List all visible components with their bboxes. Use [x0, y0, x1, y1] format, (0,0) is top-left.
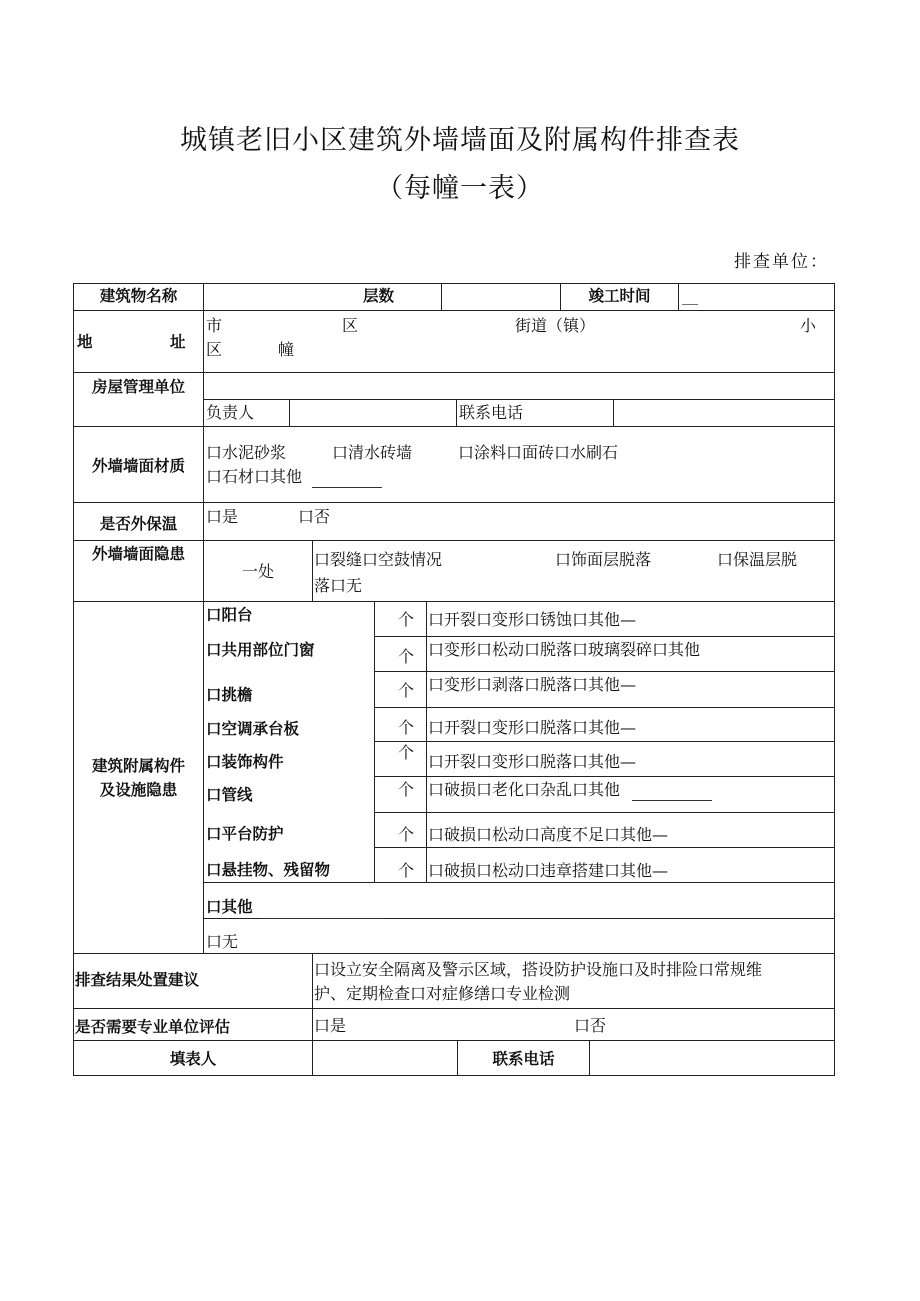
floors-field[interactable]: [442, 284, 560, 310]
floors-label: 层数: [363, 287, 395, 305]
evaluation-label: 是否需要专业单位评估: [75, 1018, 231, 1036]
component-unit: 个: [398, 743, 415, 762]
component-hanging-objects[interactable]: 口悬挂物、残留物: [206, 861, 331, 879]
component-unit: 个: [398, 681, 415, 700]
component-unit: 个: [398, 718, 415, 737]
material-option-cement[interactable]: 口水泥砂浆: [206, 443, 287, 462]
inspection-unit-label: 排查单位：: [734, 252, 829, 272]
components-label-line1: 建筑附属构件: [91, 757, 185, 775]
insulation-yes[interactable]: 口是: [206, 507, 239, 526]
hazard-option-finish[interactable]: 口饰面层脱落: [555, 550, 652, 569]
component-options[interactable]: 口破损口松动口违章搭建口其他—: [428, 861, 669, 880]
suggestion-options-line2[interactable]: 护、定期检查口对症修缮口专业检测: [314, 984, 571, 1003]
component-options[interactable]: 口开裂口变形口脱落口其他—: [428, 718, 637, 737]
component-options[interactable]: 口破损口老化口杂乱口其他: [428, 778, 712, 801]
wall-hazard-label: 外墙墙面隐患: [91, 545, 185, 563]
hazard-option-crack[interactable]: 口裂缝口空鼓情况: [314, 550, 443, 569]
component-other[interactable]: 口其他: [206, 896, 383, 919]
component-eaves[interactable]: 口挑檐: [206, 686, 253, 704]
person-in-charge-field[interactable]: [290, 400, 456, 426]
wall-material-label: 外墙墙面材质: [91, 457, 185, 475]
component-none[interactable]: 口无: [206, 932, 239, 951]
component-balcony[interactable]: 口阳台: [206, 606, 253, 624]
suggestion-options-line1[interactable]: 口设立安全隔离及警示区域，搭设防护设施口及时排险口常规维: [314, 960, 763, 979]
components-label-line2: 及设施隐患: [99, 781, 178, 799]
filler-label: 填表人: [169, 1050, 217, 1068]
component-unit: 个: [398, 647, 415, 666]
component-platform-guard[interactable]: 口平台防护: [206, 825, 284, 843]
material-option-paint-tile[interactable]: 口涂料口面砖口水刷石: [458, 443, 619, 462]
address-city: 市: [206, 316, 223, 335]
completion-time-label: 竣工时间: [588, 287, 651, 305]
component-options[interactable]: 口破损口松动口高度不足口其他—: [428, 825, 669, 844]
component-options[interactable]: 口变形口剥落口脱落口其他—: [428, 675, 637, 694]
person-in-charge-label: 负责人: [206, 403, 255, 422]
component-doors-windows[interactable]: 口共用部位门窗: [206, 641, 315, 659]
hazard-option-insulation[interactable]: 口保温层脱: [717, 550, 798, 569]
component-unit: 个: [398, 610, 415, 629]
address-district: 区: [342, 316, 359, 335]
filler-field[interactable]: [313, 1041, 457, 1075]
filler-phone-field[interactable]: [590, 1041, 834, 1075]
insulation-no[interactable]: 口否: [298, 507, 331, 526]
address-street: 街道（镇）: [515, 316, 596, 335]
address-label-a: 地: [77, 333, 93, 351]
management-phone-label: 联系电话: [459, 403, 524, 422]
building-name-label: 建筑物名称: [99, 287, 178, 305]
management-unit-field[interactable]: [204, 373, 834, 399]
component-unit: 个: [398, 825, 415, 844]
building-name-field[interactable]: [204, 284, 441, 310]
component-unit: 个: [398, 861, 415, 880]
management-phone-field[interactable]: [614, 400, 834, 426]
filler-phone-label: 联系电话: [492, 1050, 555, 1068]
component-ac-platform[interactable]: 口空调承台板: [206, 720, 300, 738]
page-title: 城镇老旧小区建筑外墙墙面及附属构件排查表: [180, 125, 740, 156]
material-option-brick[interactable]: 口清水砖墙: [332, 443, 413, 462]
component-unit: 个: [398, 780, 415, 799]
address-building: 幢: [278, 340, 295, 359]
component-options[interactable]: 口开裂口变形口脱落口其他—: [428, 752, 637, 771]
component-pipelines[interactable]: 口管线: [206, 786, 253, 804]
page-subtitle: （每幢一表）: [376, 173, 544, 204]
address-label-b: 址: [170, 333, 186, 351]
evaluation-yes[interactable]: 口是: [314, 1016, 347, 1035]
evaluation-no[interactable]: 口否: [574, 1016, 607, 1035]
component-decoration[interactable]: 口装饰构件: [206, 753, 284, 771]
component-options[interactable]: 口开裂口变形口锈蚀口其他—: [428, 610, 637, 629]
address-xiao: 小: [800, 316, 817, 335]
management-unit-label: 房屋管理单位: [91, 378, 185, 396]
insulation-label: 是否外保温: [99, 515, 178, 533]
address-qu: 区: [206, 340, 223, 359]
suggestion-label: 排查结果处置建议: [75, 971, 200, 989]
hazard-option-none[interactable]: 落口无: [314, 576, 363, 595]
wall-hazard-count: 一处: [241, 562, 274, 581]
material-option-stone-other[interactable]: 口石材口其他: [206, 465, 382, 488]
completion-time-field[interactable]: __: [682, 286, 698, 305]
component-options[interactable]: 口变形口松动口脱落口玻璃裂碎口其他: [428, 640, 701, 659]
